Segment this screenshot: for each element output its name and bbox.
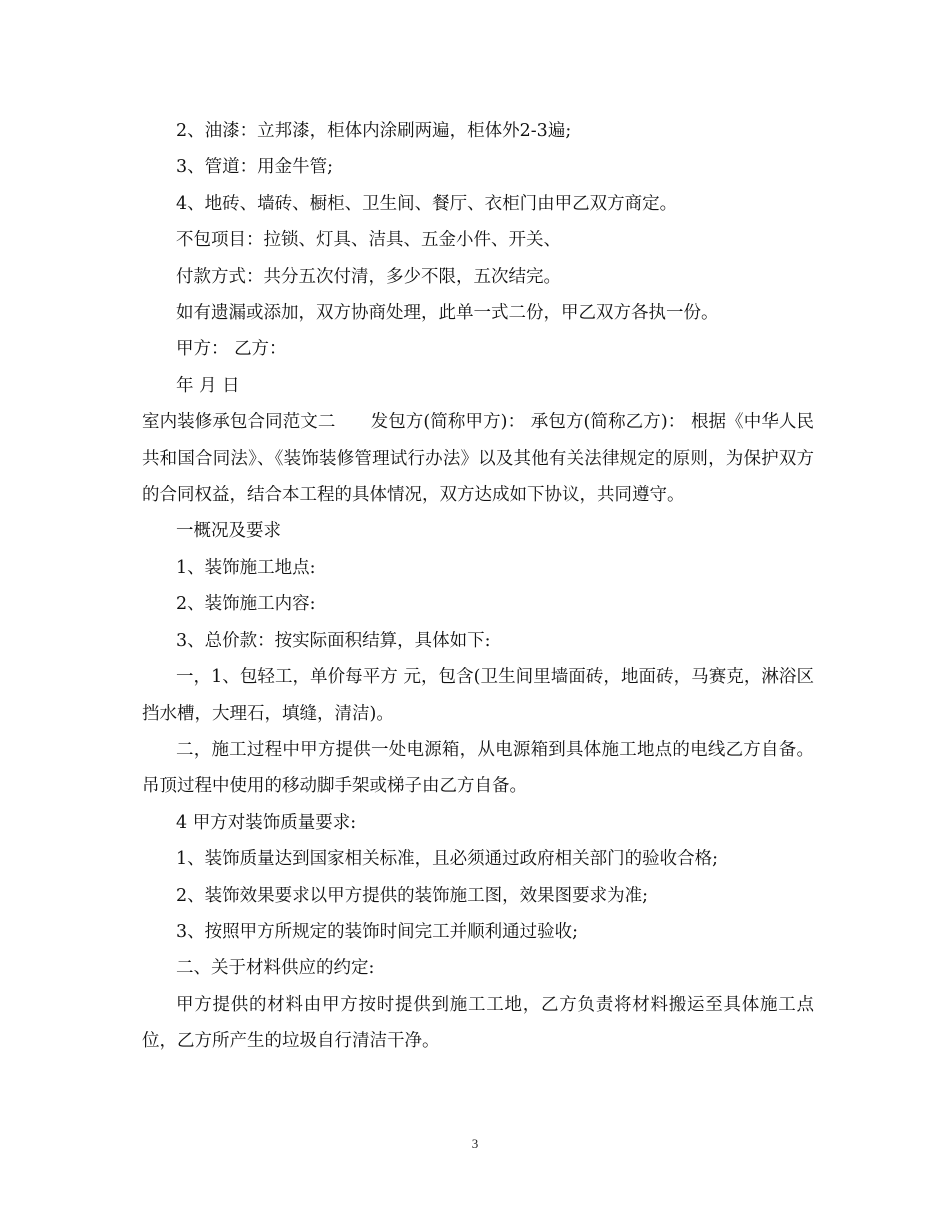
paragraph-tiles: 4、地砖、墙砖、橱柜、卫生间、餐厅、衣柜门由甲乙双方商定。 <box>176 193 678 214</box>
section-heading-quality: 4 甲方对装饰质量要求: <box>176 812 357 833</box>
paragraph-paint: 2、油漆：立邦漆，柜体内涂刷两遍，柜体外2-3遍; <box>176 121 572 141</box>
paragraph-quality-effect: 2、装饰效果要求以甲方提供的装饰施工图，效果图要求为准; <box>176 885 649 906</box>
paragraph-work-content: 2、装饰施工内容: <box>176 594 316 615</box>
paragraph-signatures: 甲方： 乙方： <box>176 339 287 360</box>
paragraph-power-supply: 二，施工过程中甲方提供一处电源箱，从电源箱到具体施工地点的电线乙方自备。吊顶过程中使用的移动脚手架或梯子由乙方自备。 <box>142 739 814 797</box>
paragraph-site-location: 1、装饰施工地点: <box>176 557 316 578</box>
page-number: 3 <box>471 1136 479 1151</box>
paragraph-pipes: 3、管道：用金牛管; <box>176 157 334 178</box>
document-body <box>142 113 814 1060</box>
paragraph-excluded-items: 不包项目：拉锁、灯具、洁具、五金小件、开关、 <box>176 230 561 251</box>
section-heading-overview: 一概况及要求 <box>176 521 281 542</box>
paragraph-date: 年 月 日 <box>176 375 240 396</box>
paragraph-quality-standard: 1、装饰质量达到国家相关标准，且必须通过政府相关部门的验收合格; <box>176 849 719 870</box>
paragraph-light-work: 一，1、包轻工，单价每平方 元，包含(卫生间里墙面砖，地面砖，马赛克，淋浴区挡水槽，大理石，填缝，清洁)。 <box>142 667 814 724</box>
paragraph-contract-two-intro: 室内装修承包合同范文二 发包方(简称甲方)： 承包方(简称乙方)： 根据《中华人民共和国合同法》、《装饰装修管理试行办法》以及其他有关法律规定的原则，为保护双方的合同权益，结合本工程的具体情况，双方达成如下协议，共同遵守。 <box>142 412 814 506</box>
paragraph-quality-schedule: 3、按照甲方所规定的装饰时间完工并顺利通过验收; <box>176 921 579 942</box>
paragraph-total-price: 3、总价款：按实际面积结算，具体如下: <box>176 630 491 651</box>
paragraph-materials: 甲方提供的材料由甲方按时提供到施工工地，乙方负责将材料搬运至具体施工点位，乙方所产生的垃圾自行清洁干净。 <box>142 994 814 1052</box>
section-heading-materials: 二、关于材料供应的约定: <box>176 958 375 979</box>
paragraph-omissions: 如有遗漏或添加，双方协商处理，此单一式二份，甲乙双方各执一份。 <box>176 303 719 324</box>
paragraph-payment: 付款方式：共分五次付清，多少不限，五次结完。 <box>176 266 561 287</box>
